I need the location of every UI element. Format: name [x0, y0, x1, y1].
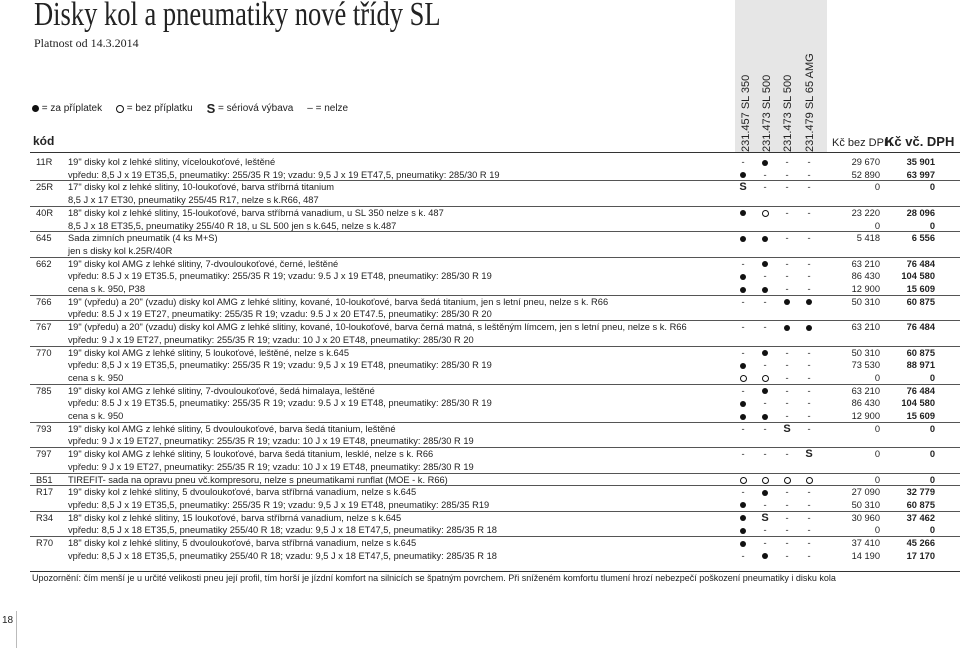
option-description: vpředu: 8.5 J x 19 ET35.5, pneumatiky: 255/35 R 19; vzadu: 9.5 J x 19 ET48, pneumatiky: 285/30 R 19 — [68, 398, 492, 409]
surcharge-dot-icon — [780, 321, 794, 334]
price-net: 0 — [874, 372, 880, 383]
option-code: B51 — [36, 474, 53, 485]
availability-mark: - — [763, 423, 767, 434]
price-net: 63 210 — [851, 258, 880, 269]
validity-date: Platnost od 14.3.2014 — [34, 36, 139, 50]
model-header-band — [735, 0, 827, 152]
availability-mark: - — [785, 538, 789, 548]
page-number: 18 — [2, 615, 14, 626]
price-net: 50 310 — [851, 347, 880, 358]
price-vat: 0 — [929, 474, 935, 485]
legend-not-available: – = nelze — [307, 103, 349, 115]
model-header: 231.473 SL 500 — [782, 74, 794, 152]
availability-mark: - — [785, 207, 789, 218]
price-net: 0 — [874, 220, 880, 231]
availability-mark: - — [807, 385, 811, 396]
availability-mark: - — [741, 296, 745, 307]
option-code: 797 — [36, 449, 52, 460]
availability-mark: - — [807, 512, 811, 523]
availability-mark: - — [807, 233, 811, 244]
price-net: 30 960 — [851, 512, 880, 523]
availability-mark: - — [807, 372, 811, 383]
option-code: 25R — [36, 182, 54, 193]
price-vat: 45 266 — [906, 538, 935, 548]
option-description: cena s k. 950 — [68, 372, 124, 383]
price-vat: 0 — [929, 220, 935, 231]
availability-mark: - — [785, 347, 789, 358]
price-vat: 0 — [929, 423, 935, 434]
availability-mark: - — [785, 271, 789, 282]
availability-mark: - — [807, 271, 811, 282]
surcharge-dot-icon — [758, 486, 772, 499]
price-vat: 88 971 — [906, 360, 935, 371]
price-vat: 0 — [929, 525, 935, 536]
price-vat: 32 779 — [906, 487, 935, 498]
surcharge-dot-icon — [736, 207, 750, 220]
option-description: 19" disky kol AMG z lehké slitiny, 5 loukoťové, leštěné, nelze s k.645 — [68, 347, 350, 358]
surcharge-dot-icon — [758, 347, 772, 360]
surcharge-dot-icon — [758, 385, 772, 398]
availability-mark: - — [763, 360, 767, 371]
price-net: 52 890 — [851, 169, 880, 180]
availability-mark: - — [785, 157, 789, 167]
price-vat: 60 875 — [906, 499, 935, 510]
price-vat: 0 — [929, 449, 935, 460]
surcharge-dot-icon — [736, 537, 750, 550]
option-description: 18" disky kol z lehké slitiny, 15 loukoťové, barva stříbrná vanadium, nelze s k.645 — [68, 512, 402, 523]
availability-mark: - — [807, 487, 811, 498]
surcharge-dot-icon — [802, 321, 816, 334]
header-divider — [30, 152, 960, 153]
option-description: 19" disky kol AMG z lehké slitiny, 5 loukoťové, barva šedá titanium, lesklé, nelze s k. R66 — [68, 449, 434, 460]
availability-mark: - — [807, 207, 811, 218]
price-vat: 60 875 — [906, 347, 935, 358]
code-column-header: kód — [33, 134, 55, 148]
availability-mark: - — [785, 360, 789, 371]
availability-mark: - — [763, 296, 767, 307]
option-description: vpředu: 8,5 J x 19 ET35,5, pneumatiky: 255/35 R 19; vzadu: 9,5 J x 19 ET48, pneumatiky: 285/35 R19 — [68, 499, 490, 510]
price-net: 12 900 — [851, 284, 880, 294]
availability-mark: - — [741, 322, 745, 333]
standard-s-icon: S — [206, 101, 216, 116]
availability-mark: - — [807, 157, 811, 167]
price-vat: 15 609 — [906, 284, 935, 294]
option-description: vpředu: 9 J x 19 ET27, pneumatiky: 255/35 R 19; vzadu: 10 J x 20 ET48, pneumatiky: 285/30 R 20 — [68, 334, 474, 345]
availability-mark: - — [785, 449, 789, 460]
availability-mark: - — [785, 182, 789, 193]
availability-mark: - — [785, 398, 789, 409]
surcharge-dot-icon — [758, 156, 772, 169]
open-circle-icon — [116, 105, 124, 113]
availability-mark: - — [785, 525, 789, 536]
option-description: vpředu: 8,5 J x 18 ET35,5, pneumatiky 255/40 R 18; vzadu: 9,5 J x 18 ET47,5, pneumatiky: 285/35 R 18 — [68, 550, 497, 561]
surcharge-dot-icon — [780, 296, 794, 309]
price-vat: 17 170 — [906, 550, 935, 561]
price-net: 23 220 — [851, 207, 880, 218]
availability-mark: - — [785, 499, 789, 510]
availability-mark: - — [785, 487, 789, 498]
availability-mark: - — [807, 423, 811, 434]
option-code: 793 — [36, 423, 52, 434]
option-description: 19" (vpředu) a 20" (vzadu) disky kol AMG z lehké slitiny, kované, 10-loukoťové, barva černá matná, s leštěným límcem, jen s letní pneu, nelze s k. R66 — [68, 322, 687, 333]
price-net: 0 — [874, 449, 880, 460]
option-description: 19" disky kol AMG z lehké slitiny, 7-dvouloukoťové, černé, leštěné — [68, 258, 339, 269]
availability-mark: - — [807, 398, 811, 409]
price-vat: 76 484 — [906, 258, 935, 269]
availability-mark: - — [785, 411, 789, 421]
price-vat: 76 484 — [906, 385, 935, 396]
availability-mark: - — [741, 487, 745, 498]
option-description: 19" disky kol z lehké slitiny, víceloukoťové, leštěné — [68, 157, 276, 167]
availability-mark: - — [807, 499, 811, 510]
price-vat: 15 609 — [906, 411, 935, 421]
availability-mark: - — [807, 550, 811, 561]
price-vat: 104 580 — [901, 271, 935, 282]
surcharge-dot-icon — [736, 512, 750, 525]
price-vat: 37 462 — [906, 512, 935, 523]
option-description: jen s disky kol k.25R/40R — [68, 245, 173, 256]
standard-s-icon: S — [783, 422, 791, 435]
option-code: R17 — [36, 487, 54, 498]
availability-mark: - — [763, 525, 767, 536]
availability-mark: - — [807, 525, 811, 536]
price-net: 0 — [874, 423, 880, 434]
availability-mark: - — [785, 550, 789, 561]
option-code: R70 — [36, 538, 54, 548]
legend — [32, 101, 348, 116]
price-vat: 28 096 — [906, 207, 935, 218]
option-code: 766 — [36, 296, 52, 307]
availability-mark: - — [807, 360, 811, 371]
standard-s-icon: S — [761, 511, 769, 524]
availability-mark: - — [807, 347, 811, 358]
availability-mark: - — [741, 449, 745, 460]
option-code: 785 — [36, 385, 52, 396]
surcharge-dot-icon — [736, 232, 750, 245]
option-description: vpředu: 9 J x 19 ET27, pneumatiky: 255/35 R 19; vzadu: 10 J x 19 ET48, pneumatiky: 285/30 R 19 — [68, 461, 474, 472]
price-vat: 104 580 — [901, 398, 935, 409]
price-vat: 6 556 — [911, 233, 935, 244]
option-description: 8,5 J x 17 ET30, pneumatiky 255/45 R17, nelze s k.R66, 487 — [68, 195, 319, 206]
surcharge-dot-icon — [736, 270, 750, 283]
availability-mark: - — [785, 169, 789, 180]
price-vat: 63 997 — [906, 169, 935, 180]
option-description: 19" disky kol AMG z lehké slitiny, 7-dvouloukoťové, šedá himalaya, leštěné — [68, 385, 375, 396]
surcharge-dot-icon — [802, 296, 816, 309]
option-code: 767 — [36, 322, 52, 333]
price-vat: 0 — [929, 372, 935, 383]
option-description: 18" disky kol z lehké slitiny, 5 dvouloukoťové, barva stříbrná vanadium, nelze s k.645 — [68, 538, 417, 548]
price-net: 0 — [874, 525, 880, 536]
price-net: 50 310 — [851, 296, 880, 307]
price-vat: 0 — [929, 182, 935, 193]
price-net: 86 430 — [851, 398, 880, 409]
price-net: 50 310 — [851, 499, 880, 510]
legend-free: = bez příplatku — [126, 103, 193, 115]
model-header: 231.473 SL 500 — [761, 74, 773, 152]
availability-mark: - — [763, 398, 767, 409]
price-vat-header: Kč vč. DPH — [885, 134, 955, 149]
price-net: 12 900 — [851, 411, 880, 421]
availability-mark: - — [807, 258, 811, 269]
availability-mark: - — [763, 499, 767, 510]
availability-mark: - — [763, 271, 767, 282]
option-description: 19" disky kol z lehké slitiny, 5 dvouloukoťové, barva stříbrná vanadium, nelze s k.645 — [68, 487, 417, 498]
standard-s-icon: S — [739, 181, 747, 194]
availability-mark: - — [763, 538, 767, 548]
availability-mark: - — [741, 157, 745, 167]
price-net: 63 210 — [851, 322, 880, 333]
option-description: 19" disky kol AMG z lehké slitiny, 5 dvouloukoťové, barva šedá titanium, leštěné — [68, 423, 396, 434]
option-description: TIREFIT- sada na opravu pneu vč.kompresoru, nelze s pneumatikami runflat (MOE - k. R66) — [68, 474, 448, 485]
surcharge-dot-icon — [758, 232, 772, 245]
availability-mark: - — [807, 182, 811, 193]
model-header: 231.457 SL 350 — [740, 74, 752, 152]
price-net: 73 530 — [851, 360, 880, 371]
option-code: R34 — [36, 512, 54, 523]
legend-standard: = sériová výbava — [218, 103, 294, 115]
option-description: vpředu: 8,5 J x 19 ET35,5, pneumatiky: 255/35 R 19; vzadu: 9,5 J x 19 ET47,5, pneumatiky: 285/30 R 19 — [68, 169, 500, 180]
price-net: 37 410 — [851, 538, 880, 548]
availability-mark: - — [741, 347, 745, 358]
availability-mark: - — [807, 284, 811, 294]
availability-mark: - — [763, 322, 767, 333]
page-title: Disky kol a pneumatiky nové třídy SL — [34, 0, 441, 33]
price-net-header: Kč bez DPH — [832, 137, 892, 149]
option-description: cena s k. 950, P38 — [68, 284, 146, 294]
surcharge-dot-icon — [736, 359, 750, 372]
option-code: 11R — [36, 157, 53, 167]
option-code: 770 — [36, 347, 52, 358]
price-vat: 60 875 — [906, 296, 935, 307]
option-description: vpředu: 8,5 J x 18 ET35,5, pneumatiky 255/40 R 18; vzadu: 9,5 J x 18 ET47,5, pneumatiky: 285/35 R 18 — [68, 525, 497, 536]
option-description: Sada zimních pneumatik (4 ks M+S) — [68, 233, 218, 244]
option-code: 645 — [36, 233, 52, 244]
model-header: 231.479 SL 65 AMG — [804, 53, 816, 152]
legend-surcharge: = za příplatek — [41, 103, 103, 115]
price-vat: 76 484 — [906, 322, 935, 333]
option-description: 18" disky kol z lehké slitiny, 15-loukoťové, barva stříbrná vanadium, u SL 350 nelze s k. 487 — [68, 207, 444, 218]
filled-circle-icon — [32, 105, 39, 112]
price-net: 0 — [874, 182, 880, 193]
option-code: 40R — [36, 207, 54, 218]
availability-mark: - — [807, 411, 811, 421]
availability-mark: - — [807, 538, 811, 548]
availability-mark: - — [763, 182, 767, 193]
option-code: 662 — [36, 258, 52, 269]
availability-mark: - — [785, 233, 789, 244]
option-description: vpředu: 8.5 J x 19 ET27, pneumatiky: 255/35 R 19; vzadu: 9.5 J x 20 ET47.5, pneumatiky: 285/30 R 20 — [68, 309, 492, 320]
availability-mark: - — [741, 423, 745, 434]
availability-mark: - — [763, 449, 767, 460]
surcharge-dot-icon — [736, 397, 750, 410]
price-net: 27 090 — [851, 487, 880, 498]
page-number-tab — [0, 611, 17, 648]
availability-mark: - — [785, 372, 789, 383]
footer-divider — [30, 571, 960, 572]
price-net: 29 670 — [851, 157, 880, 167]
option-description: 17" disky kol z lehké slitiny, 10-loukoťové, barva stříbrná titanium — [68, 182, 335, 193]
surcharge-dot-icon — [758, 258, 772, 271]
availability-mark: - — [741, 550, 745, 561]
option-description: vpředu: 9 J x 19 ET27, pneumatiky: 255/35 R 19; vzadu: 10 J x 19 ET48, pneumatiky: 285/30 R 19 — [68, 436, 474, 447]
free-ring-icon — [758, 207, 772, 220]
price-net: 63 210 — [851, 385, 880, 396]
price-net: 0 — [874, 474, 880, 485]
option-description: 19" (vpředu) a 20" (vzadu) disky kol AMG z lehké slitiny, kované, 10-loukoťové, barva šedá titanium, jen s letní pneu, nelze s k. R66 — [68, 296, 609, 307]
option-description: vpředu: 8.5 J x 19 ET35.5, pneumatiky: 255/35 R 19; vzadu: 9.5 J x 19 ET48, pneumatiky: 285/30 R 19 — [68, 271, 492, 282]
price-net: 86 430 — [851, 271, 880, 282]
price-net: 5 418 — [856, 233, 880, 244]
footnote: Upozornění: čím menší je u určité velikosti pneu její profil, tím horší je jízdní komfort na silnicích se špatným povrchem. Při sníženém komfortu tlumení hrozí nebezpečí poškození pneumatiky i disku kola — [32, 573, 836, 583]
option-description: cena s k. 950 — [68, 411, 124, 421]
availability-mark: - — [741, 385, 745, 396]
surcharge-dot-icon — [758, 550, 772, 563]
availability-mark: - — [785, 385, 789, 396]
availability-mark: - — [785, 512, 789, 523]
availability-mark: - — [785, 284, 789, 294]
standard-s-icon: S — [805, 448, 813, 461]
option-description: vpředu: 8,5 J x 19 ET35,5, pneumatiky: 255/35 R 19; vzadu: 9,5 J x 19 ET48, pneumatiky: 285/30 R 19 — [68, 360, 492, 371]
availability-mark: - — [807, 169, 811, 180]
availability-mark: - — [741, 258, 745, 269]
availability-mark: - — [763, 169, 767, 180]
availability-mark: - — [785, 258, 789, 269]
option-description: 8,5 J x 18 ET35,5, pneumatiky 255/40 R 18, u SL 500 jen s k.645, nelze s k.487 — [68, 220, 397, 231]
price-net: 14 190 — [851, 550, 880, 561]
price-vat: 35 901 — [906, 157, 935, 167]
